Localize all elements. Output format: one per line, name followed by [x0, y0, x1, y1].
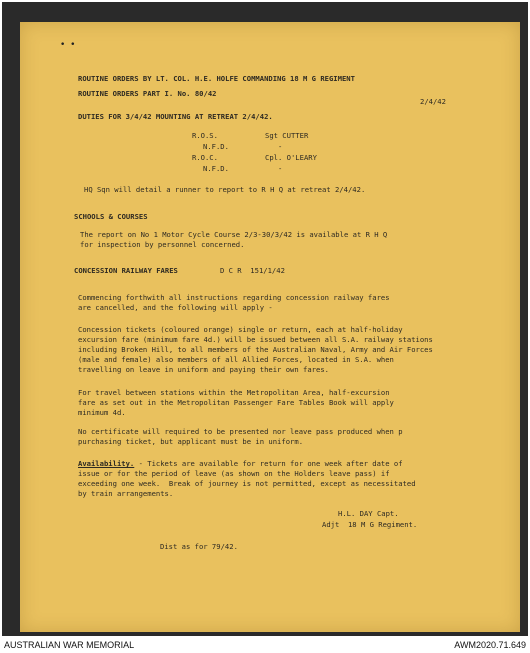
schools-heading: SCHOOLS & COURSES: [74, 212, 148, 221]
duty-role: N.F.D.: [203, 164, 229, 173]
availability-label: Availability.: [78, 459, 135, 468]
footer-id: AWM2020.71.649: [454, 640, 526, 650]
concession-para-2: Concession tickets (coloured orange) single or return, each at half-holiday excursion fare (minimum fare 4d.) will be issued between all S.A. railway stations including Broken Hill, to all members of the Australian Naval, Army and Air Forces (male and female) also members of all Allied Forces, located in S.A. when travelling on leave in uniform and paying their own fares.: [78, 325, 433, 374]
duty-name: Sgt CUTTER: [265, 131, 309, 140]
footer-archive: AUSTRALIAN WAR MEMORIAL: [4, 640, 135, 650]
concession-para-1: Commencing forthwith all instructions regarding concession railway fares are cancelled, and the following will apply -: [78, 293, 390, 312]
concession-para-4: No certificate will required to be presented nor leave pass produced when p purchasing ticket, but applicant must be in uniform.: [78, 427, 403, 446]
distribution: Dist as for 79/42.: [160, 542, 238, 551]
runner-order: HQ Sqn will detail a runner to report to R H Q at retreat 2/4/42.: [84, 185, 366, 194]
duty-role: R.O.S.: [192, 131, 218, 140]
order-number: ROUTINE ORDERS PART I. No. 80/42: [78, 89, 217, 98]
signature-name: H.L. DAY Capt.: [338, 509, 399, 518]
duty-role: N.F.D.: [203, 142, 229, 151]
duty-name: -: [278, 142, 283, 151]
order-title: ROUTINE ORDERS BY LT. COL. H.E. HOLFE COMMANDING 18 M G REGIMENT: [78, 74, 355, 83]
concession-ref: D C R 151/1/42: [220, 266, 285, 275]
order-date: 2/4/42: [420, 97, 446, 106]
signature-title: Adjt 18 M G Regiment.: [322, 520, 418, 529]
schools-text: The report on No 1 Motor Cycle Course 2/3-30/3/42 is available at R H Q for inspection by personnel concerned.: [80, 230, 388, 249]
concession-para-3: For travel between stations within the Metropolitan Area, half-excursion fare as set out in the Metropolitan Passenger Fare Tables Book will apply minimum 4d.: [78, 388, 394, 417]
document-page: [20, 22, 520, 632]
duty-role: R.O.C.: [192, 153, 218, 162]
duties-heading: DUTIES FOR 3/4/42 MOUNTING AT RETREAT 2/4/42.: [78, 112, 273, 121]
availability-paragraph: [78, 459, 416, 499]
duty-name: Cpl. O'LEARY: [265, 153, 317, 162]
document-frame: [2, 2, 528, 636]
duty-name: -: [278, 164, 283, 173]
availability-text: - Tickets are available for return for one week after date of issue or for the period of leave (as shown on the Holders leave pass) if exceeding one week. Break of journey is not permitted, except as necessitated by train arrangements.: [78, 459, 416, 498]
punch-marks: • •: [60, 40, 77, 50]
concession-heading: CONCESSION RAILWAY FARES: [74, 266, 178, 275]
